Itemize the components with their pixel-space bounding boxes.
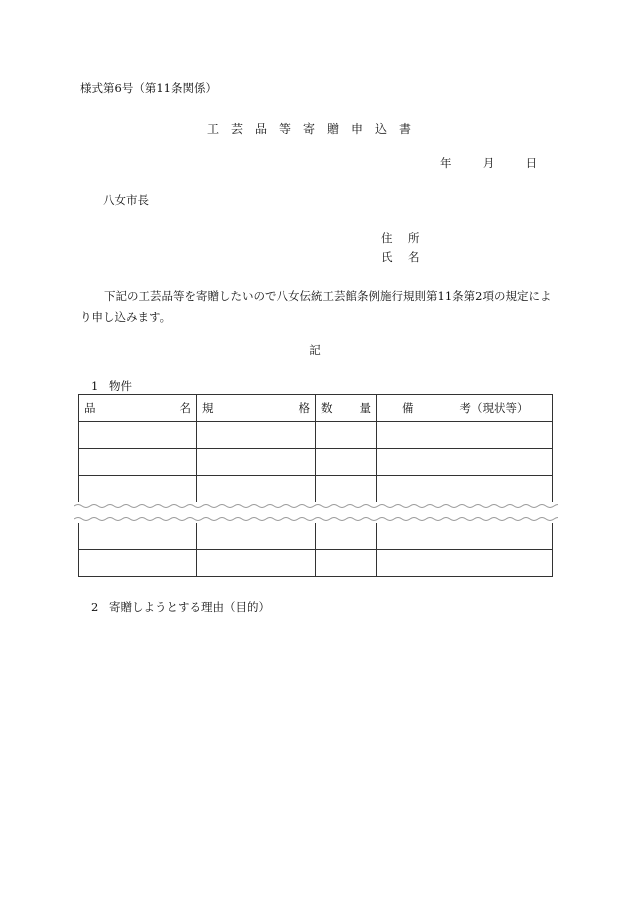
section-2-heading [91,599,270,615]
table-row [79,449,553,476]
items-table [78,394,553,502]
section-1-number: 1 [91,379,99,393]
table-row [79,523,553,550]
header-quantity: 数 量 [316,395,377,422]
applicant-address-label: 住 所 [381,231,422,245]
ki-heading: 記 [309,343,321,357]
section-1-heading [91,378,132,394]
section-2-number: 2 [91,600,99,614]
section-2-label: 寄贈しようとする理由（目的） [109,600,270,614]
date-day-label: 日 [525,156,538,170]
table-row [79,476,553,503]
body-text: 下記の工芸品等を寄贈したいので八女伝統工芸館条例施行規則第11条第2項の規定により申し込みます。 [80,289,552,324]
applicant-name-label: 氏 名 [381,250,422,264]
header-specification: 規 格 [197,395,316,422]
page-title: 工芸品等寄贈申込書 [206,122,423,136]
items-table-continued [78,523,553,577]
date-line [440,155,537,171]
form-number: 様式第6号（第11条関係） [80,81,217,95]
section-1-label: 物件 [109,379,132,393]
header-item-name: 品 名 [79,395,197,422]
date-year-label: 年 [440,156,452,170]
table-header-row [79,395,553,422]
addressee: 八女市長 [103,193,149,207]
table-break-mark [74,502,558,524]
header-remarks: 備 考（現状等） [377,395,553,422]
table-row [79,422,553,449]
date-month-label: 月 [482,156,495,170]
table-row [79,550,553,577]
